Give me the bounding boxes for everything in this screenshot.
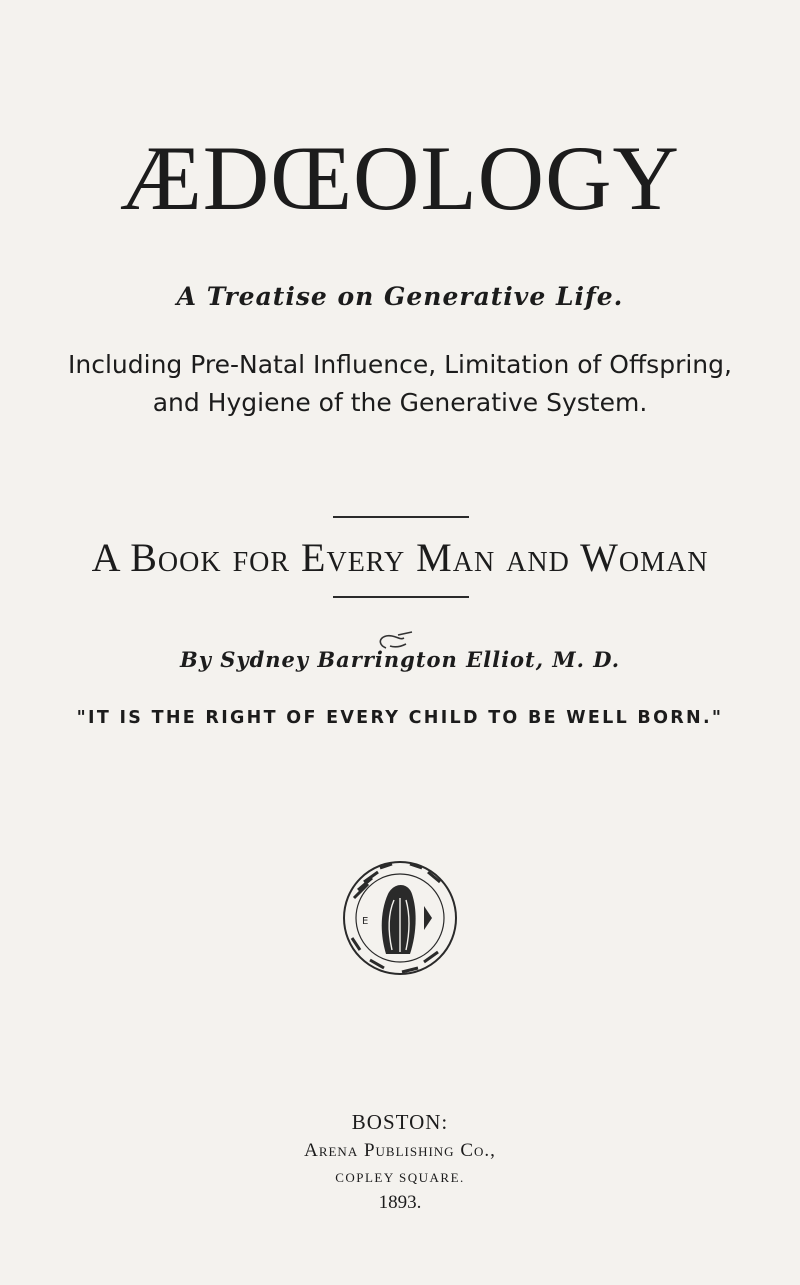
including-line-1: Including Pre-Natal Influence, Limitation of Offspring, [68,350,732,379]
imprint-street: COPLEY SQUARE. [335,1170,465,1185]
rule-top [333,516,469,518]
book-for-line: A Book for Every Man and Woman [91,535,709,580]
imprint-publisher: Arena Publishing Co., [304,1140,496,1161]
including-line-2: and Hygiene of the Generative System. [152,388,648,417]
subtitle: A Treatise on Generative Life. [176,282,624,311]
author-line: By Sydney Barrington Elliot, M. D. [179,647,621,672]
motto: "IT IS THE RIGHT OF EVERY CHILD TO BE WELL BORN." [76,708,724,728]
imprint-year: 1893. [378,1192,422,1213]
rule-bottom [333,596,469,598]
book-title: ÆDŒOLOGY [120,127,680,229]
svg-text:E: E [362,916,369,927]
imprint-city: BOSTON: [351,1110,449,1134]
publisher-seal-icon [340,858,460,978]
